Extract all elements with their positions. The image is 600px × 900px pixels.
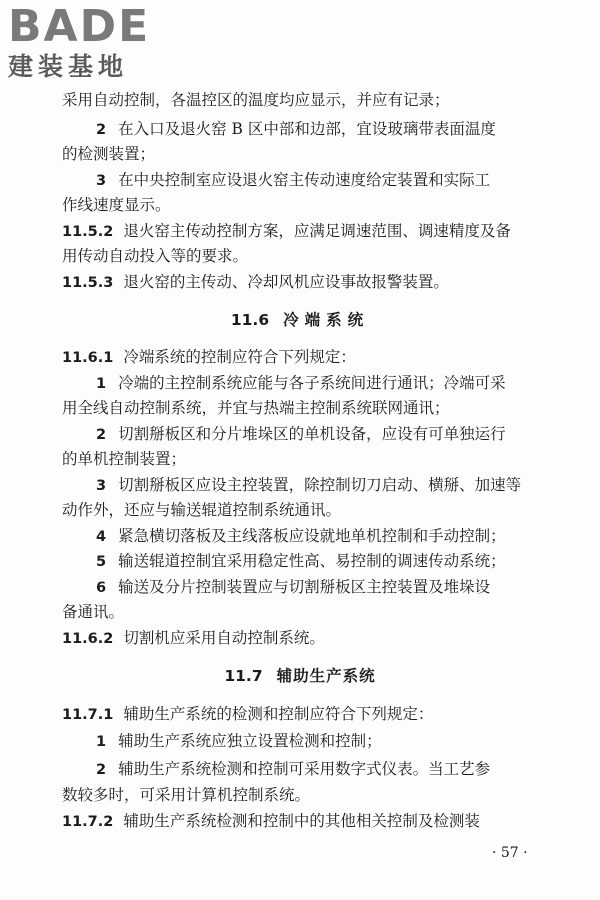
list-item: 2 切割掰板区和分片堆垛区的单机设备，应设有可单独运行 — [96, 425, 506, 443]
clause: 11.5.2 退火窑主传动控制方案，应满足调速范围、调速精度及备 — [62, 222, 511, 240]
text-line: 作线速度显示。 — [62, 196, 171, 214]
clause: 11.6.1 冷端系统的控制应符合下列规定： — [62, 348, 356, 366]
list-item: 1 冷端的主控制系统应能与各子系统间进行通讯；冷端可采 — [96, 374, 506, 392]
text-line: 数较多时，可采用计算机控制系统。 — [62, 786, 311, 804]
list-item: 6 输送及分片控制装置应与切割掰板区主控装置及堆垛设 — [96, 578, 491, 596]
list-item: 3 切割掰板区应设主控装置，除控制切刀启动、横掰、加速等 — [96, 476, 522, 494]
list-item: 2 辅助生产系统检测和控制可采用数字式仪表。当工艺参 — [96, 760, 491, 778]
text-line: 的单机控制装置； — [62, 450, 187, 468]
logo-subtitle: 建装基地 — [8, 52, 129, 81]
clause: 11.7.2 辅助生产系统检测和控制中的其他相关控制及检测装 — [62, 812, 480, 830]
list-item: 5 输送辊道控制宜采用稳定性高、易控制的调速传动系统； — [96, 552, 506, 570]
text-line: 备通讯。 — [62, 603, 125, 621]
text-line: 采用自动控制，各温控区的温度均应显示，并应有记录； — [62, 91, 450, 109]
text-line: 动作外，还应与输送辊道控制系统通讯。 — [62, 501, 342, 519]
list-item: 4 紧急横切落板及主线落板应设就地单机控制和手动控制； — [96, 527, 506, 545]
section-heading: 11.6 冷端系统 — [230, 311, 370, 329]
logo-mark: BADE — [8, 1, 151, 52]
list-item: 2 在入口及退火窑 B 区中部和边部，宜设玻璃带表面温度 — [96, 120, 496, 138]
clause: 11.5.3 退火窑的主传动、冷却风机应设事故报警装置。 — [62, 273, 449, 291]
section-heading: 11.7 辅助生产系统 — [224, 667, 376, 685]
list-item: 1 辅助生产系统应独立设置检测和控制； — [96, 732, 382, 750]
clause: 11.7.1 辅助生产系统的检测和控制应符合下列规定： — [62, 705, 434, 723]
clause: 11.6.2 切割机应采用自动控制系统。 — [62, 629, 325, 647]
text-line: 用传动自动投入等的要求。 — [62, 247, 249, 265]
list-item: 3 在中央控制室应设退火窑主传动速度给定装置和实际工 — [96, 171, 491, 189]
text-line: 的检测装置； — [62, 145, 156, 163]
text-line: 用全线自动控制系统，并宜与热端主控制系统联网通讯； — [62, 399, 450, 417]
page-number: · 57 · — [492, 845, 528, 861]
